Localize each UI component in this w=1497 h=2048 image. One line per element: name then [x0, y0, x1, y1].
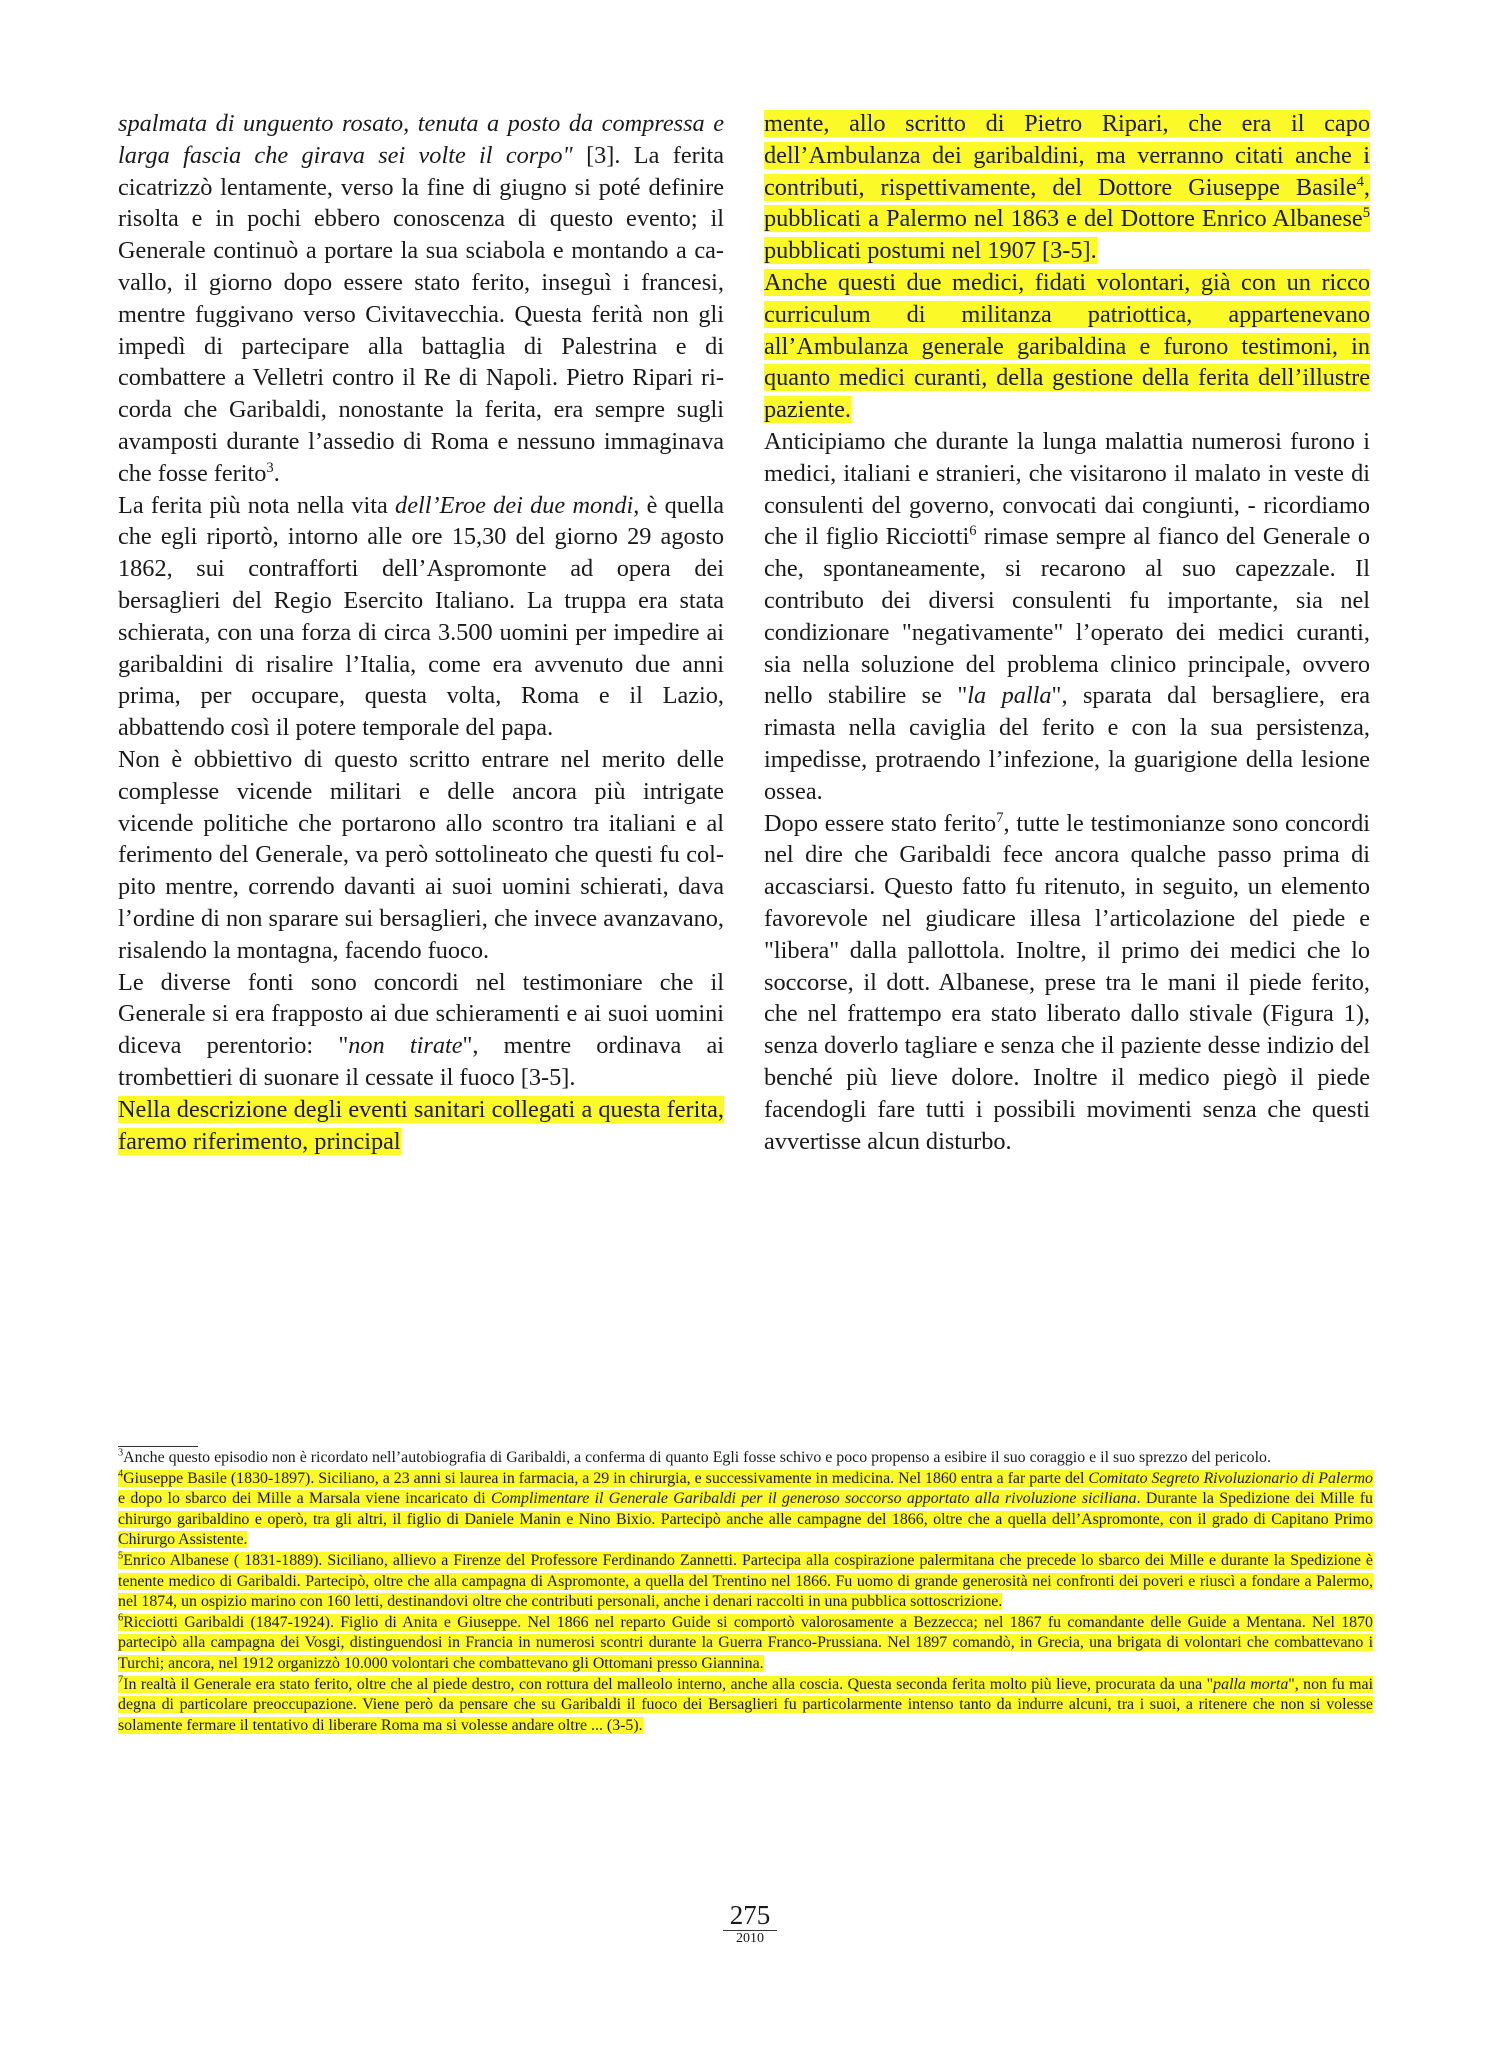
right-text-column — [764, 108, 1370, 1157]
footnote-ref: 7 — [996, 809, 1004, 826]
footnote-5: $^5$Enrico Albanese ( 1831-1889). Siciliano, allievo a Firenze del Professore Ferdinando Zannetti. Partecipa alla cospirazione palermitana che precede lo sbarco dei Mille e durante la Spedizione è tenente medico di Garibaldi. Partecipò, oltre che alla campagna di Aspromonte, a quella del Trentino nel 1866. Fu uomo di grande generosità nei confronti dei poveri e riuscì a fondare a Palermo, nel 1874, un ospizio marino con 160 letti, destinandovi oltre che contributi personali, anche i denari raccolti in una pubblica sottoscrizione. — [118, 1550, 1373, 1611]
footnotes — [118, 1448, 1373, 1736]
publication-year: 2010 — [736, 1931, 764, 1946]
footnote-3: $^3$Anche questo episodio non è ricordato nell’autobiografia di Garibaldi, a conferma di quanto Egli fosse schivo e poco propenso a esibire il suo coraggio e il suo sprezzo del pericolo. — [118, 1447, 1271, 1466]
highlighted-paragraph: Anche questi due medici, fidati volontari, già con un ricco curriculum di militanza patriottica, appartenevano all’Ambulanza generale garibaldina e furono testimoni, in quanto medici curanti, della gestione della ferita dell’illustre paziente. — [764, 268, 1370, 424]
highlighted-paragraph: mente, allo scritto di Pietro Ripari, che era il capo dell’Ambulanza dei garibaldini, ma verranno citati anche i contributi, rispettivamente, del Dottore Giuseppe Basile$^4$, pubblicati a Palermo nel 1863 e del Dottore Enrico Albanese$^5$ pubblicati postumi nel 1907 [3-5]. — [764, 110, 1370, 265]
page-number: 275 — [729, 1900, 771, 1930]
footnote-ref: 4 — [1356, 173, 1364, 190]
page-footer — [700, 1900, 800, 1947]
paragraph: spalmata di unguento rosato, tenuta a posto da compressa e larga fascia che girava sei volte il corpo" [3]. La ferita cicatrizzò lentamente, verso la fine di giugno si poté definire risolta e in pochi ebbero conoscenza di questo evento; il Generale continuò a portare la sua sciabola e montando a cavallo, il giorno dopo essere stato ferito, inseguì i francesi, mentre fuggivano verso Civitavecchia. Questa ferità non gli impedì di partecipare alla battaglia di Palestrina e di combattere a Velletri contro il Re di Napoli. Pietro Ripari ricorda che Garibaldi, nonostante la ferita, era sempre sugli avamposti durante l’assedio di Roma e nessuno immaginava che fosse ferito$^3$. — [118, 110, 724, 487]
paragraph: Non è obbiettivo di questo scritto entrare nel merito delle complesse vicende militari e delle ancora più intrigate vicende politiche che portarono allo scontro tra italiani e al ferimento del Generale, va però sottolineato che questi fu colpito mentre, correndo davanti ai suoi uomini schierati, dava l’ordine di non sparare sui bersaglieri, che invece avanzavano, risalendo la montagna, facendo fuoco. — [118, 745, 724, 964]
quote-italic: spalmata di unguento rosato, tenuta a posto da compressa e larga fascia che girava sei volte il corpo" — [118, 110, 724, 169]
paragraph: Anticipiamo che durante la lunga malattia numerosi furono i medici, italiani e stranieri, che visitarono il malato in veste di consulenti del governo, convocati dai congiunti, - ricordiamo che il figlio Ricciotti$^6$ rimase sempre al fianco del Generale o che, spontaneamente, si recarono al suo capezzale. Il contributo dei diversi consulenti fu importante, sia nel condizionare "negativamente" l’operato dei medici curanti, sia nella soluzione del problema clinico principale, ovvero nello stabilire se "la palla", sparata dal bersagliere, era rimasta nella caviglia del ferito e con la sua persistenza, impedisse, protraendo l’infezione, la guarigione della lesione ossea. — [764, 427, 1370, 805]
paragraph: Le diverse fonti sono concordi nel testimoniare che il Generale si era frapposto ai due schieramenti e ai suoi uomini diceva perentorio: "non tirate", mentre ordinava ai trombettieri di suonare il cessate il fuoco [3-5]. — [118, 968, 724, 1091]
footnote-4: $^4$Giuseppe Basile (1830-1897). Siciliano, a 23 anni si laurea in farmacia, a 29 in chirurgia, e successivamente in medicina. Nel 1860 entra a far parte del Comitato Segreto Rivoluzionario di Palermo e dopo lo sbarco dei Mille a Marsala viene incaricato di Complimentare il Generale Garibaldi per il generoso soccorso apportato alla rivoluzione siciliana. Durante la Spedizione dei Mille fu chirurgo garibaldino e operò, tra gli altri, il figlio di Daniele Manin e Nino Bixio. Partecipò anche alle campagne del 1866, oltre che a quella dell’Aspromonte, con il grado di Capitano Primo Chirurgo Assistente. — [118, 1468, 1373, 1549]
footnote-ref: 6 — [969, 523, 977, 540]
paragraph: La ferita più nota nella vita dell’Eroe dei due mondi, è quella che egli riportò, intorno alle ore 15,30 del giorno 29 agosto 1862, sui contrafforti dell’Aspromonte ad opera dei bersaglieri del Regio Esercito Italiano. La truppa era stata schierata, con una forza di circa 3.500 uomini per impedire ai garibaldini di risalire l’Italia, come era avvenuto due anni prima, per occupare, questa volta, Roma e il Lazio, abbattendo così il potere temporale del papa. — [118, 491, 725, 742]
left-text-column — [118, 108, 724, 1157]
footnote-6: $^6$Ricciotti Garibaldi (1847-1924). Figlio di Anita e Giuseppe. Nel 1866 nel reparto Guide si comportò valorosamente a Bezzecca; nel 1867 fu comandante delle Guide a Mentana. Nel 1870 partecipò alla campagna dei Vosgi, distinguendosi in Francia in numerosi scontri durante la Guerra Franco-Prussiana. Nel 1897 comandò, in Grecia, una brigata di volontari che combattevano i Turchi; ancora, nel 1912 organizzò 10.000 volontari che combattevano gli Ottomani presso Giannina. — [118, 1612, 1373, 1672]
footnote-ref: 5 — [1362, 205, 1370, 222]
paragraph: Dopo essere stato ferito$^7$, tutte le testimonianze sono concordi nel dire che Garibaldi fece ancora qualche passo prima di accasciarsi. Questo fatto fu ritenuto, in seguito, un elemento favorevole nel giudicare illesa l’articolazione del piede e "libera" dalla pallottola. Inoltre, il primo dei medici che lo soccorse, il dott. Albanese, prese tra le mani il piede ferito, che nel frattempo era stato liberato dallo stivale (Figura 1), senza doverlo tagliare e senza che il paziente desse indizio del benché più lieve dolore. Inoltre il medico piegò il piede facendogli fare tutti i possibili movimenti senza che questi avvertisse alcun disturbo. — [764, 809, 1370, 1155]
footnote-separator — [118, 1446, 198, 1447]
footnote-ref: 3 — [266, 459, 274, 476]
highlighted-paragraph: Nella descrizione degli eventi sanitari collegati a questa ferita, faremo riferimento, principal — [118, 1095, 724, 1155]
footnote-7: $^7$In realtà il Generale era stato ferito, oltre che al piede destro, con rottura del malleolo interno, anche alla coscia. Questa seconda ferita molto più lieve, procurata da una "palla morta", non fu mai degna di particolare preoccupazione. Viene però da pensare che su Garibaldi il fuoco dei Bersaglieri fu particolarmente intenso tanto da indurre alcuni, tra i suoi, a ritenere che non si volesse solamente fermare il tentativo di liberare Roma ma si volesse andare oltre ... (3-5). — [118, 1674, 1373, 1734]
